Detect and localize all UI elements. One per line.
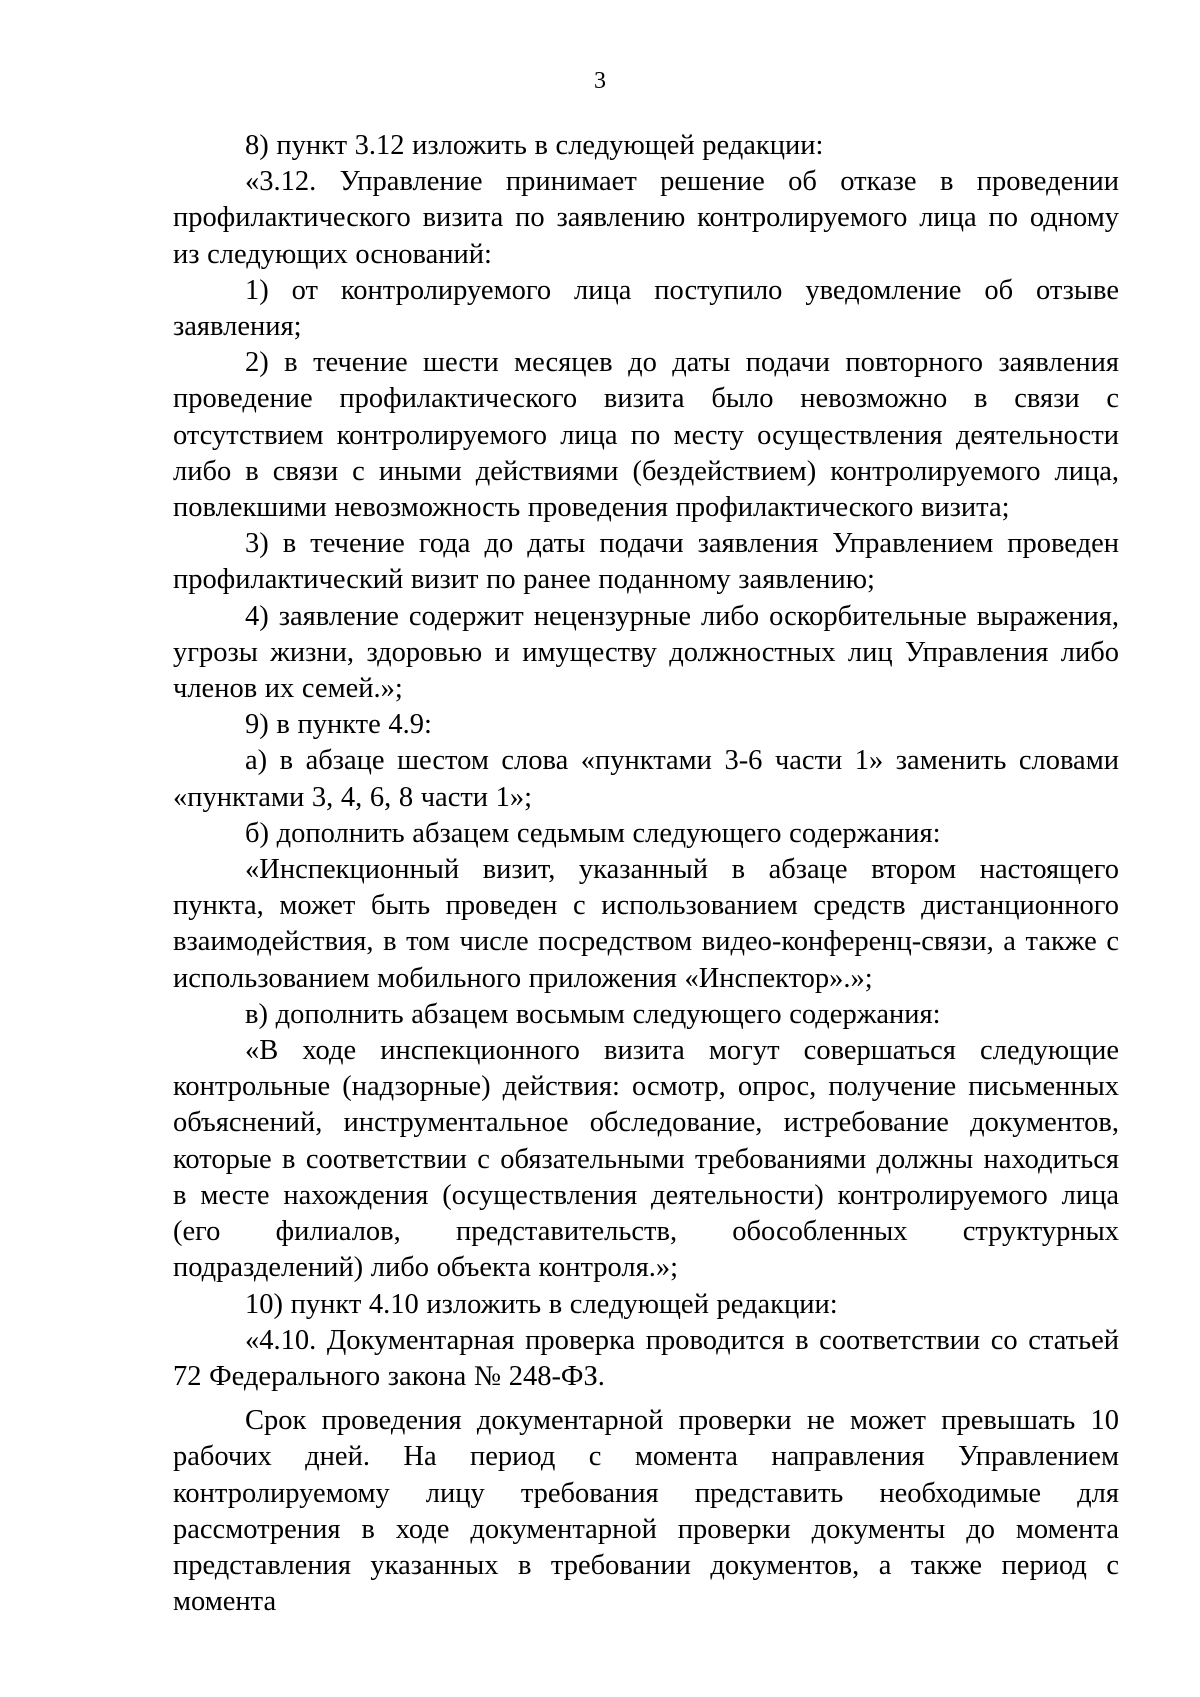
page-number: 3 <box>594 68 606 94</box>
document-body <box>173 128 1119 1620</box>
paragraph: «В ходе инспекционного визита могут совершаться следующие контрольные (надзорные) действия: осмотр, опрос, получение письменных объяснений, инструментальное обследование, истребование документов, которые в соответствии с обязательными требованиями должны находиться в месте нахождения (осуществления деятельности) контролируемого лица (его филиалов, представительств, обособленных структурных подразделений) либо объекта контроля.»; <box>173 1035 1119 1284</box>
paragraph: 2) в течение шести месяцев до даты подачи повторного заявления проведение профилактического визита было невозможно в связи с отсутствием контролируемого лица по месту осуществления деятельности либо в связи с иными действиями (бездействием) контролируемого лица, повлекшими невозможность проведения профилактического визита; <box>173 347 1119 524</box>
paragraph: 3) в течение года до даты подачи заявления Управлением проведен профилактический визит по ранее поданному заявлению; <box>173 528 1119 596</box>
paragraph: а) в абзаце шестом слова «пунктами 3-6 части 1» заменить словами «пунктами 3, 4, 6, 8 части 1»; <box>173 745 1119 813</box>
paragraph: «4.10. Документарная проверка проводится в соответствии со статьей 72 Федерального закона № 248-ФЗ. <box>173 1324 1119 1392</box>
paragraph: Срок проведения документарной проверки не может превышать 10 рабочих дней. На период с момента направления Управлением контролируемому лицу требования представить необходимые для рассмотрения в ходе документарной проверки документы до момента представления указанных в требовании документов, а также период с момента <box>173 1405 1119 1618</box>
paragraph: 10) пункт 4.10 изложить в следующей редакции: <box>245 1288 838 1320</box>
paragraph: «Инспекционный визит, указанный в абзаце втором настоящего пункта, может быть проведен с использованием средств дистанционного взаимодействия, в том числе посредством видео-конференц-связи, а также с использованием мобильного приложения «Инспектор».»; <box>173 854 1119 994</box>
paragraph: «3.12. Управление принимает решение об отказе в проведении профилактического визита по заявлению контролируемого лица по одному из следующих оснований: <box>173 166 1119 270</box>
paragraph: 1) от контролируемого лица поступило уведомление об отзыве заявления; <box>173 274 1119 343</box>
paragraph: в) дополнить абзацем восьмым следующего содержания: <box>245 998 941 1030</box>
paragraph: 8) пункт 3.12 изложить в следующей редакции: <box>245 130 824 161</box>
paragraph: б) дополнить абзацем седьмым следующего содержания: <box>245 817 941 849</box>
paragraph: 4) заявление содержит нецензурные либо оскорбительные выражения, угрозы жизни, здоровью и имуществу должностных лиц Управления либо членов их семей.»; <box>173 600 1119 705</box>
paragraph: 9) в пункте 4.9: <box>245 709 432 741</box>
